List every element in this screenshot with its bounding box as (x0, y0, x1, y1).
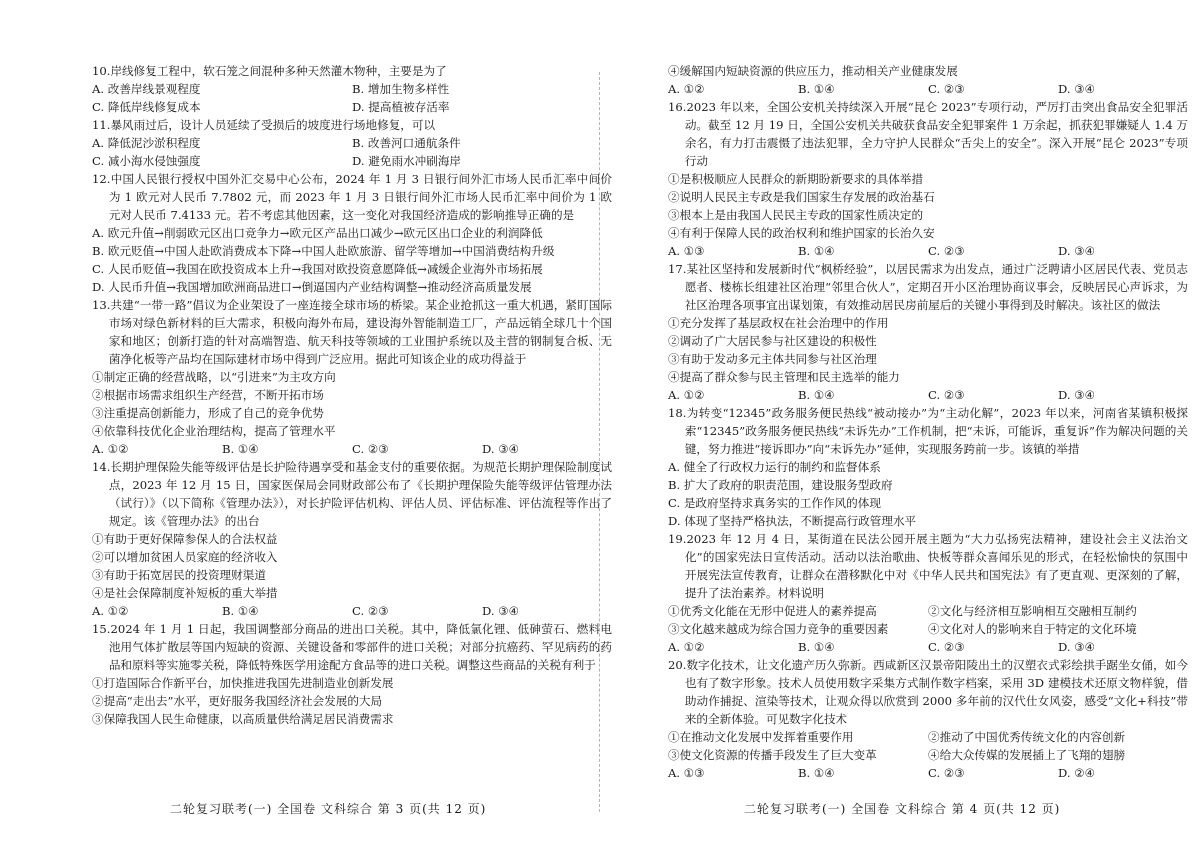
question-stem (92, 458, 612, 530)
question-stem (92, 62, 612, 80)
statement: ③有助于发动多元主体共同参与社区治理 (668, 352, 877, 366)
option: C. ②③ (928, 640, 965, 654)
question-stem (92, 620, 612, 674)
question-stem (92, 116, 612, 134)
question (668, 404, 1188, 530)
question-stem (92, 296, 612, 368)
statement: ③注重提高创新能力，形成了自己的竞争优势 (92, 406, 324, 420)
option: C. 减小海水侵蚀强度 (92, 154, 201, 168)
option: B. ①④ (222, 604, 259, 618)
statement: ③使文化资源的传播手段发生了巨大变革 (668, 748, 877, 762)
option: C. ②③ (352, 442, 389, 456)
option: D. ②④ (1058, 766, 1096, 780)
page-divider (599, 72, 600, 812)
option: A. ①② (92, 442, 129, 456)
option: C. ②③ (928, 82, 965, 96)
statement: ②说明人民民主专政是我们国家生存发展的政治基石 (668, 190, 935, 204)
option: B. ①④ (798, 82, 835, 96)
option: C. 是政府坚持求真务实的工作作风的体现 (668, 496, 881, 510)
statement: ④是社会保障制度补短板的重大举措 (92, 586, 278, 600)
question-text: 为转变“12345”政务服务便民热线“被动接办”为“主动化解”，2023 年以来，河南省某镇积极探索“12345”政务服务便民热线“未诉先办”工作机制，把“未诉，可能诉，重复诉”作为解决问题的关键，努力推进“接诉即办”向“未诉先办”延伸，实现服务跨前一步。该镇的举措 (684, 406, 1188, 456)
question (668, 98, 1188, 260)
option-list (92, 80, 612, 116)
option: A. 降低泥沙淤积程度 (92, 136, 201, 150)
question (92, 170, 612, 296)
question-number: 11. (92, 118, 111, 132)
question-text: 共建“一带一路”倡议为企业架设了一座连接全球市场的桥梁。某企业抢抓这一重大机遇，紧盯国际市场对绿色新材料的巨大需求，积极向海外布局，建设海外智能制造工厂，产品远销全球几十个国家和地区；创新打造的针对高端智造、航天科技等领域的工业围护系统以及主营的钢制复合板、无菌净化板等产品均在国际建材市场中得到广泛应用。据此可知该企业的成功得益于 (108, 298, 612, 366)
statement: ②提高“走出去”水平，更好服务我国经济社会发展的大局 (92, 694, 383, 708)
option: C. ②③ (928, 388, 965, 402)
option: C. 降低岸线修复成本 (92, 100, 201, 114)
question-text: 2023 年 12 月 4 日，某街道在民法公园开展主题为“大力弘扬宪法精神，建设社会主义法治文化”的国家宪法日宣传活动。活动以法治歌曲、快板等群众喜闻乐见的形式，在轻松愉快的氛围中开展宪法宣传教育，让群众在潜移默化中对《中华人民共和国宪法》有了更直观、更深刻的了解，提升了法治素养。材料说明 (684, 532, 1188, 600)
statement: ①是积极顺应人民群众的新期盼新要求的具体举措 (668, 172, 924, 186)
question-text: 2023 年以来，全国公安机关持续深入开展“昆仑 2023”专项行动，严厉打击突出食品安全犯罪活动。截至 12 月 19 日，全国公安机关共破获食品安全犯罪案件 1 万余起，抓获犯罪嫌疑人 1.4 万余名，有力打击震慑了违法犯罪，全力守护人民群众“舌尖上的安全”。深入开展“昆仑 2023”专项行动 (684, 100, 1188, 168)
question-number: 10. (92, 64, 111, 78)
question-text: 2024 年 1 月 1 日起，我国调整部分商品的进出口关税。其中，降低氯化锂、低砷萤石、燃料电池用气体扩散层等国内短缺的资源、关键设备和零部件的进口关税；对部分抗癌药、罕见病药的药品和原料等实施零关税，降低特殊医学用途配方食品等的进口关税。调整这些商品的关税有利于 (108, 622, 612, 672)
question-stem (668, 404, 1188, 458)
option: A. 健全了行政权力运行的制约和监督体系 (668, 460, 881, 474)
statement: ①有助于更好保障参保人的合法权益 (92, 532, 278, 546)
question (668, 260, 1188, 404)
statement: ③根本上是由我国人民民主专政的国家性质决定的 (668, 208, 924, 222)
option: A. ①③ (668, 244, 705, 258)
option: D. ③④ (1058, 388, 1096, 402)
statement: ①制定正确的经营战略，以“引进来”为主攻方向 (92, 370, 336, 384)
question (92, 458, 612, 620)
statement: ④文化对人的影响来自于特定的文化环境 (928, 622, 1137, 636)
statement: ③文化越来越成为综合国力竞争的重要因素 (668, 622, 889, 636)
option: C. ②③ (928, 766, 965, 780)
option: D. ③④ (1058, 640, 1096, 654)
right-question-list (668, 98, 1188, 782)
question-number: 19. (668, 532, 687, 546)
question-number: 17. (668, 262, 687, 276)
question-text: 中国人民银行授权中国外汇交易中心公布，2024 年 1 月 3 日银行间外汇市场人民币汇率中间价为 1 欧元对人民币 7.7802 元，而 2023 年 1 月 3 日银行间外汇市场人民币汇率中间价为 1 欧元对人民币 7.4133 元。若不考虑其他因素，这一变化对我国经济造成的影响推导正确的是 (108, 172, 612, 222)
option: C. ②③ (928, 244, 965, 258)
carry-over-options (668, 80, 1188, 98)
question-number: 15. (92, 622, 111, 636)
page-footer-left: 二轮复习联考(一) 全国卷 文科综合 第 3 页(共 12 页) (170, 802, 487, 816)
question-stem (92, 170, 612, 224)
statement: ④给大众传媒的发展插上了飞翔的翅膀 (928, 748, 1126, 762)
statement: ②文化与经济相互影响相互交融相互制约 (928, 604, 1137, 618)
option: B. ①④ (798, 640, 835, 654)
option: B. 欧元贬值→中国人赴欧消费成本下降→中国人赴欧旅游、留学等增加→中国消费结构升级 (92, 244, 555, 258)
option: C. 人民币贬值→我国在欧投资成本上升→我国对欧投资意愿降低→减缓企业海外市场拓展 (92, 262, 543, 276)
option: D. 提高植被存活率 (352, 100, 450, 114)
question-number: 12. (92, 172, 111, 186)
question-number: 13. (92, 298, 111, 312)
option: D. ③④ (1058, 82, 1096, 96)
page-footer-right: 二轮复习联考(一) 全国卷 文科综合 第 4 页(共 12 页) (744, 802, 1061, 816)
question-stem (668, 260, 1188, 314)
question (92, 296, 612, 458)
option: A. ①③ (668, 766, 705, 780)
question-number: 16. (668, 100, 687, 114)
statement: ④依靠科技优化企业治理结构，提高了管理水平 (92, 424, 336, 438)
option-list (668, 638, 1188, 656)
option: B. ①④ (798, 244, 835, 258)
option: B. 改善河口通航条件 (352, 136, 461, 150)
statement: ②推动了中国优秀传统文化的内容创新 (928, 730, 1126, 744)
statement: ①在推动文化发展中发挥着重要作用 (668, 730, 854, 744)
question-number: 18. (668, 406, 687, 420)
question (92, 116, 612, 170)
question (668, 656, 1188, 782)
question (92, 62, 612, 116)
option: D. 体现了坚持严格执法，不断提高行政管理水平 (668, 514, 917, 528)
option-list (668, 386, 1188, 404)
option: C. ②③ (352, 604, 389, 618)
option: B. ①④ (798, 766, 835, 780)
option-list (668, 764, 1188, 782)
option: A. 欧元升值→削弱欧元区出口竞争力→欧元区产品出口减少→欧元区出口企业的利润降低 (92, 226, 543, 240)
statement: ②根据市场需求组织生产经营，不断开拓市场 (92, 388, 324, 402)
question-text: 数字化技术，让文化遗产历久弥新。西咸新区汉景帝阳陵出土的汉塑衣式彩绘拱手踞坐女俑，如今也有了数字形象。技术人员使用数字采集方式制作数字档案，采用 3D 建模技术还原文物样貌，借助动作捕捉、渲染等技术，让观众得以欣赏到 2000 多年前的汉代仕女风姿，感受“文化+科技”带来的全新体验。可见数字化技术 (684, 658, 1188, 726)
statement: ④提高了群众参与民主管理和民主选举的能力 (668, 370, 900, 384)
option: A. ①② (668, 640, 705, 654)
carry-over-statement: ④缓解国内短缺资源的供应压力，推动相关产业健康发展 (668, 64, 958, 78)
statement: ②可以增加贫困人员家庭的经济收入 (92, 550, 278, 564)
question-text: 某社区坚持和发展新时代“枫桥经验”，以居民需求为出发点，通过广泛聘请小区居民代表、党员志愿者、楼栋长组建社区治理“邻里合伙人”，定期召开小区治理协商议事会，反映居民心声诉求，为社区治理各项事宜出谋划策，有效推动居民房前屋后的关键小事得到及时解决。该社区的做法 (684, 262, 1188, 312)
option: B. 增加生物多样性 (352, 82, 450, 96)
question-text: 长期护理保险失能等级评估是长护险待遇享受和基金支付的重要依据。为规范长期护理保险制度试点，2023 年 12 月 15 日，国家医保局会同财政部公布了《长期护理保险失能等级评估管理办法（试行）》（以下简称《管理办法》），对长护险评估机构、评估人员、评估标准、评估流程等作出了规定。该《管理办法》的出台 (108, 460, 612, 528)
left-page (92, 62, 612, 728)
question (668, 530, 1188, 656)
statement: ③有助于拓宽居民的投资理财渠道 (92, 568, 266, 582)
question-number: 20. (668, 658, 687, 672)
statement: ①充分发挥了基层政权在社会治理中的作用 (668, 316, 889, 330)
question-text: 暴风雨过后，设计人员延续了受损后的坡度进行场地修复，可以 (110, 118, 436, 132)
option-list (92, 602, 612, 620)
option: A. 改善岸线景观程度 (92, 82, 201, 96)
option: D. 人民币升值→我国增加欧洲商品进口→倒逼国内产业结构调整→推动经济高质量发展 (92, 280, 532, 294)
option: D. ③④ (482, 604, 520, 618)
option-list (668, 242, 1188, 260)
statement: ②调动了广大居民参与社区建设的积极性 (668, 334, 877, 348)
question (92, 620, 612, 728)
option: A. ①② (668, 388, 705, 402)
question-text: 岸线修复工程中，软石笼之间混种多种天然灌木物种，主要是为了 (110, 64, 447, 78)
question-stem (668, 656, 1188, 728)
option: A. ①② (92, 604, 129, 618)
option: D. 避免雨水冲刷海岸 (352, 154, 462, 168)
option: B. 扩大了政府的职责范围，建设服务型政府 (668, 478, 893, 492)
statement-list (668, 728, 1188, 764)
statement: ③保障我国人民生命健康，以高质量供给满足居民消费需求 (92, 712, 394, 726)
statement-list (668, 602, 1188, 638)
question-stem (668, 530, 1188, 602)
statement: ④有利于保障人民的政治权利和维护国家的长治久安 (668, 226, 935, 240)
option-list (92, 440, 612, 458)
option: B. ①④ (798, 388, 835, 402)
option: D. ③④ (1058, 244, 1096, 258)
option-list (92, 134, 612, 170)
statement: ①打造国际合作新平台，加快推进我国先进制造业创新发展 (92, 676, 394, 690)
question-stem (668, 98, 1188, 170)
question-number: 14. (92, 460, 111, 474)
option: B. ①④ (222, 442, 259, 456)
option: D. ③④ (482, 442, 520, 456)
option: A. ①② (668, 82, 705, 96)
statement: ①优秀文化能在无形中促进人的素养提高 (668, 604, 877, 618)
right-page (668, 62, 1188, 782)
